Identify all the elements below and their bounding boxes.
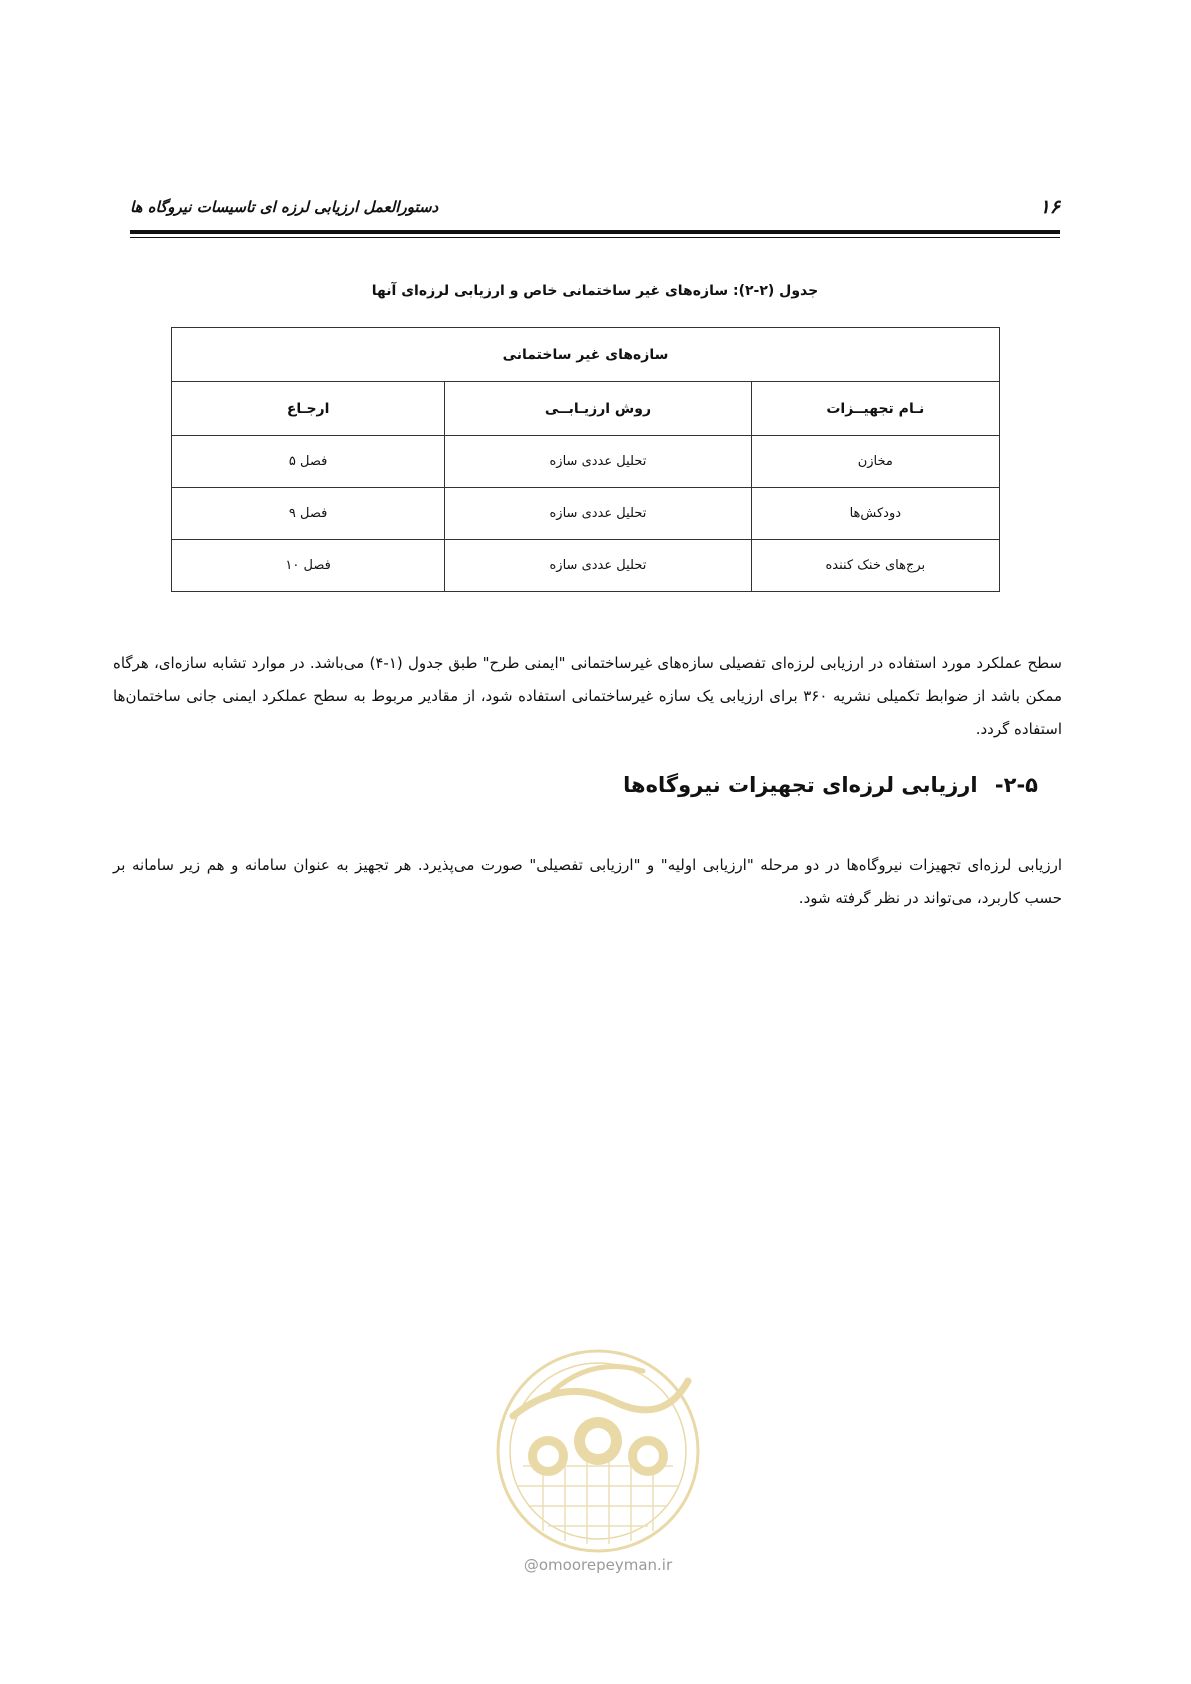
page-header (130, 196, 1060, 222)
table-cell: دودکش‌ها (751, 488, 999, 540)
table-caption: جدول (۲-۲): سازه‌های غیر ساختمانی خاص و ارزیابی لرزه‌ای آنها (371, 283, 819, 299)
table-cell: تحلیل عددی سازه (445, 436, 751, 488)
table-cell: فصل ۱۰ (172, 540, 445, 592)
column-header-method: روش ارزیـابــی (445, 382, 751, 436)
table-cell: فصل ۹ (172, 488, 445, 540)
running-title: دستورالعمل ارزیابی لرزه ای تاسیسات نیروگاه ها (130, 198, 439, 216)
section-title: ارزیابی لرزه‌ای تجهیزات نیروگاه‌ها (623, 773, 978, 797)
section-heading (113, 773, 1038, 797)
table-row (172, 488, 1000, 540)
table-group-header: سازه‌های غیر ساختمانی (172, 328, 1000, 382)
table-row (172, 436, 1000, 488)
column-header-reference: ارجـاع (172, 382, 445, 436)
structures-table (171, 327, 1000, 592)
header-rule-thin (130, 237, 1060, 238)
page-number: ۱۶ (1039, 196, 1060, 218)
table-cell: تحلیل عددی سازه (445, 540, 751, 592)
table-cell: برج‌های خنک کننده (751, 540, 999, 592)
table-cell: فصل ۵ (172, 436, 445, 488)
body-paragraph: سطح عملکرد مورد استفاده در ارزیابی لرزه‌ای تفصیلی سازه‌های غیرساختمانی "ایمنی طرح" طبق جدول (۱-۴) می‌باشد. در موارد تشابه سازه‌ای، هرگاه ممکن باشد از ضوابط تکمیلی نشریه ۳۶۰ برای ارزیابی یک سازه غیرساختمانی استفاده شود، از مقادیر مربوط به سطح عملکرد ایمنی جانی ساختمان‌ها استفاده گردد. (113, 654, 1063, 738)
column-header-equipment: نـام تجهیــزات (751, 382, 999, 436)
body-paragraph: ارزیابی لرزه‌ای تجهیزات نیروگاه‌ها در دو مرحله "ارزیابی اولیه" و "ارزیابی تفصیلی" صورت می‌پذیرد. هر تجهیز به عنوان سامانه و هم زیر سامانه بر حسب کاربرد، می‌تواند در نظر گرفته شود. (113, 856, 1062, 907)
table-cell: تحلیل عددی سازه (445, 488, 751, 540)
section-number: ۲-۵- (994, 773, 1038, 797)
table-row (172, 540, 1000, 592)
table-cell: مخازن (751, 436, 999, 488)
watermark-logo (493, 1346, 703, 1556)
watermark-url: @omoorepeyman.ir (523, 1556, 673, 1574)
header-rule-thick (130, 230, 1060, 234)
